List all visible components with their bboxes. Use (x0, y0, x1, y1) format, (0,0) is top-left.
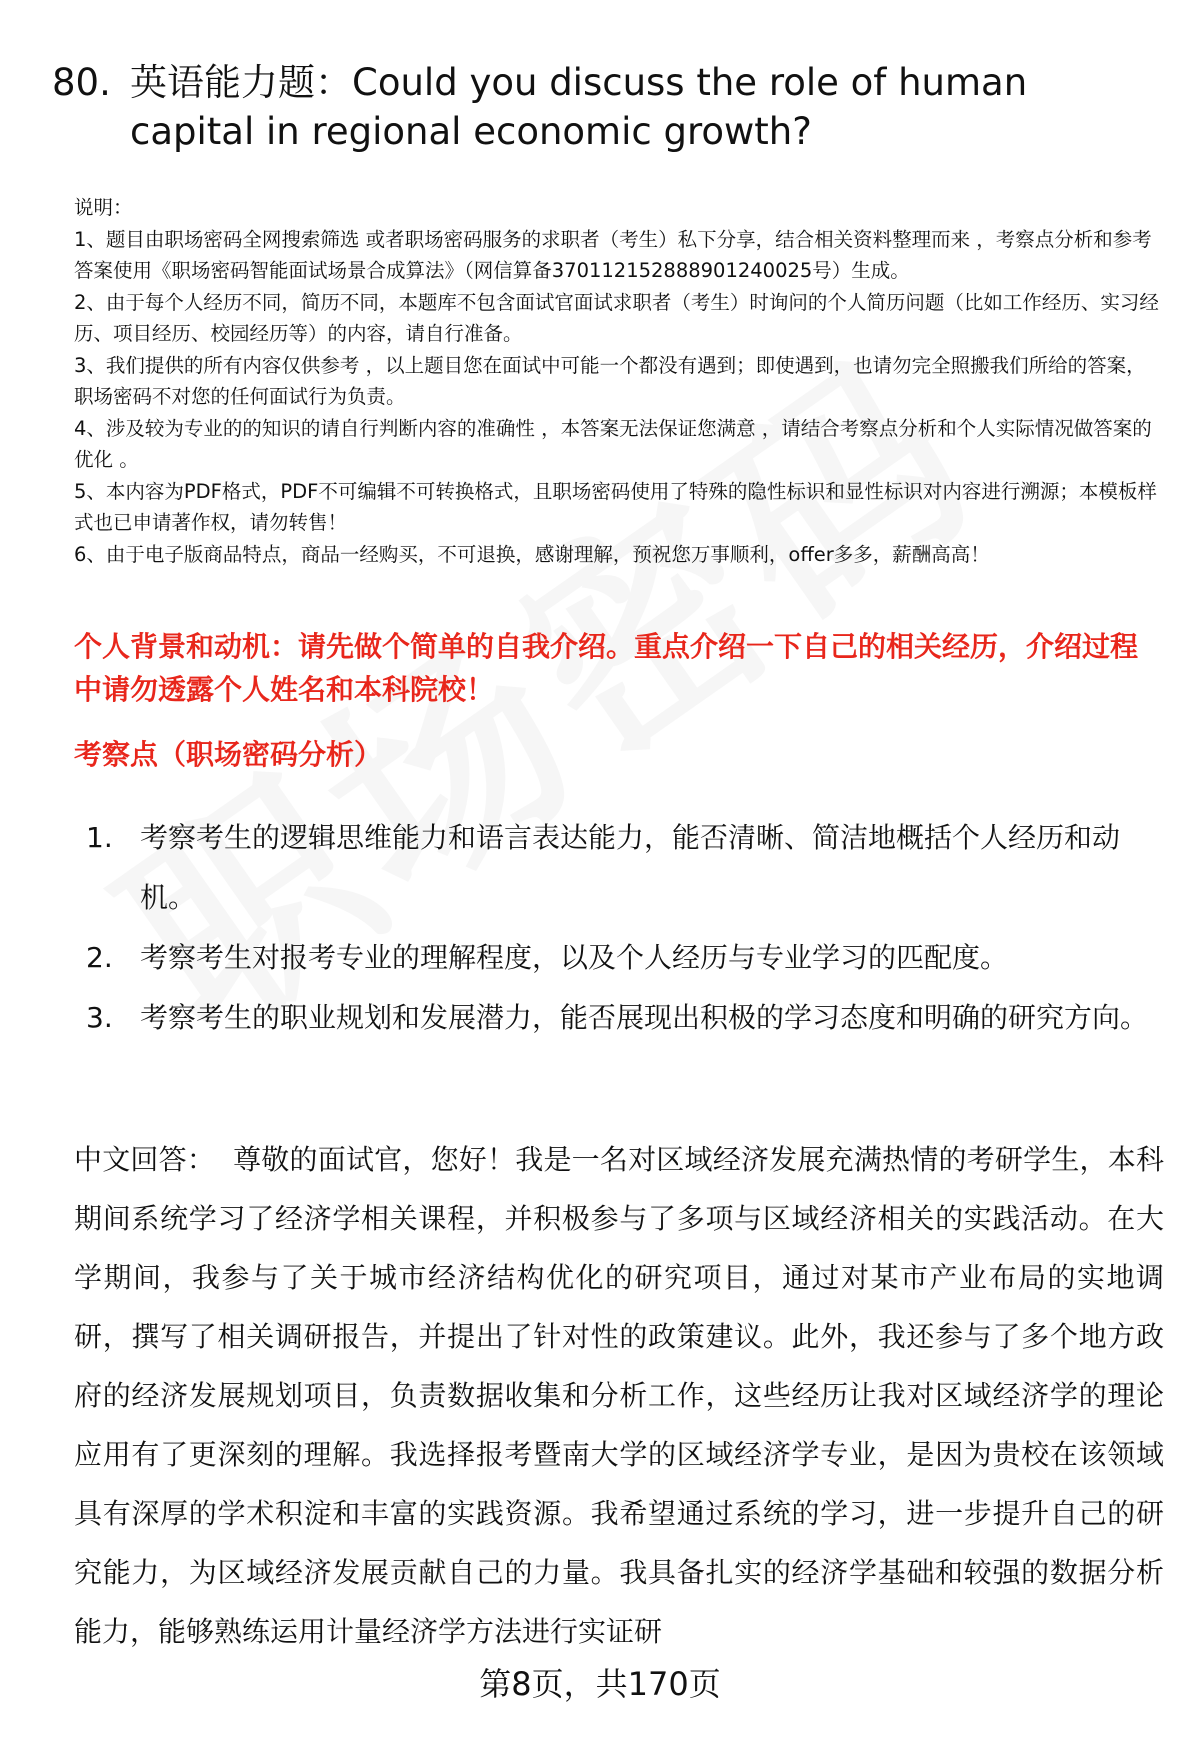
points-list (74, 808, 1164, 1048)
point-number: 3. (86, 1001, 113, 1034)
page-indicator: 第8页，共170页 (479, 1665, 721, 1703)
note-item: 5、本内容为PDF格式，PDF不可编辑不可转换格式，且职场密码使用了特殊的隐性标识和显性标识对内容进行溯源；本模板样式也已申请著作权，请勿转售！ (74, 479, 1157, 534)
list-item (74, 928, 1164, 988)
answer-text: 尊敬的面试官，您好！我是一名对区域经济发展充满热情的考研学生，本科期间系统学习了经济学相关课程，并积极参与了多项与区域经济相关的实践活动。在大学期间，我参与了关于城市经济结构优化的研究项目，通过对某市产业布局的实地调研，撰写了相关调研报告，并提出了针对性的政策建议。此外，我还参与了多个地方政府的经济发展规划项目，负责数据收集和分析工作，这些经历让我对区域经济学的理论应用有了更深刻的理解。我选择报考暨南大学的区域经济学专业，是因为贵校在该领域具有深厚的学术积淀和丰富的实践资源。我希望通过系统的学习，进一步提升自己的研究能力，为区域经济发展贡献自己的力量。我具备扎实的经济学基础和较强的数据分析能力，能够熟练运用计量经济学方法进行实证研 (74, 1143, 1164, 1648)
note-item: 2、由于每个人经历不同，简历不同，本题库不包含面试官面试求职者（考生）时询问的个人简历问题（比如工作经历、实习经历、项目经历、校园经历等）的内容，请自行准备。 (74, 290, 1159, 345)
point-number: 2. (86, 941, 113, 974)
answer-label: 中文回答： (74, 1143, 216, 1176)
point-text: 考察考生对报考专业的理解程度，以及个人经历与专业学习的匹配度。 (140, 941, 1009, 974)
section-heading: 个人背景和动机：请先做个简单的自我介绍。重点介绍一下自己的相关经历，介绍过程中请勿透露个人姓名和本科院校！ (74, 630, 1139, 706)
question-text: 英语能力题：Could you discuss the role of human capital in regional economic growth? (130, 61, 1028, 153)
list-item (74, 808, 1164, 928)
note-item: 4、涉及较为专业的的知识的请自行判断内容的准确性 ，本答案无法保证您满意 ，请结合考察点分析和个人实际情况做答案的优化 。 (74, 416, 1152, 471)
point-text: 考察考生的职业规划和发展潜力，能否展现出积极的学习态度和明确的研究方向。 (140, 1001, 1149, 1034)
answer-block (74, 1130, 1164, 1661)
point-text: 考察考生的逻辑思维能力和语言表达能力，能否清晰、简洁地概括个人经历和动机。 (140, 821, 1121, 914)
point-number: 1. (86, 821, 113, 854)
notes-label: 说明： (74, 196, 133, 219)
question-title (52, 58, 1162, 156)
note-item: 1、题目由职场密码全网搜索筛选 或者职场密码服务的求职者（考生）私下分享，结合相关资料整理而来 ，考察点分析和参考答案使用《职场密码智能面试场景合成算法》（网信算备370112152888901240025号）生成。 (74, 227, 1152, 282)
notes-block (74, 192, 1164, 570)
question-number: 80. (52, 61, 111, 104)
points-title: 考察点（职场密码分析） (74, 738, 383, 771)
note-item: 3、我们提供的所有内容仅供参考 ，以上题目您在面试中可能一个都没有遇到；即使遇到，也请勿完全照搬我们所给的答案，职场密码不对您的任何面试行为负责。 (74, 353, 1146, 408)
list-item (74, 988, 1164, 1048)
note-item: 6、由于电子版商品特点，商品一经购买，不可退换，感谢理解，预祝您万事顺利，offer多多，薪酬高高！ (74, 542, 990, 566)
